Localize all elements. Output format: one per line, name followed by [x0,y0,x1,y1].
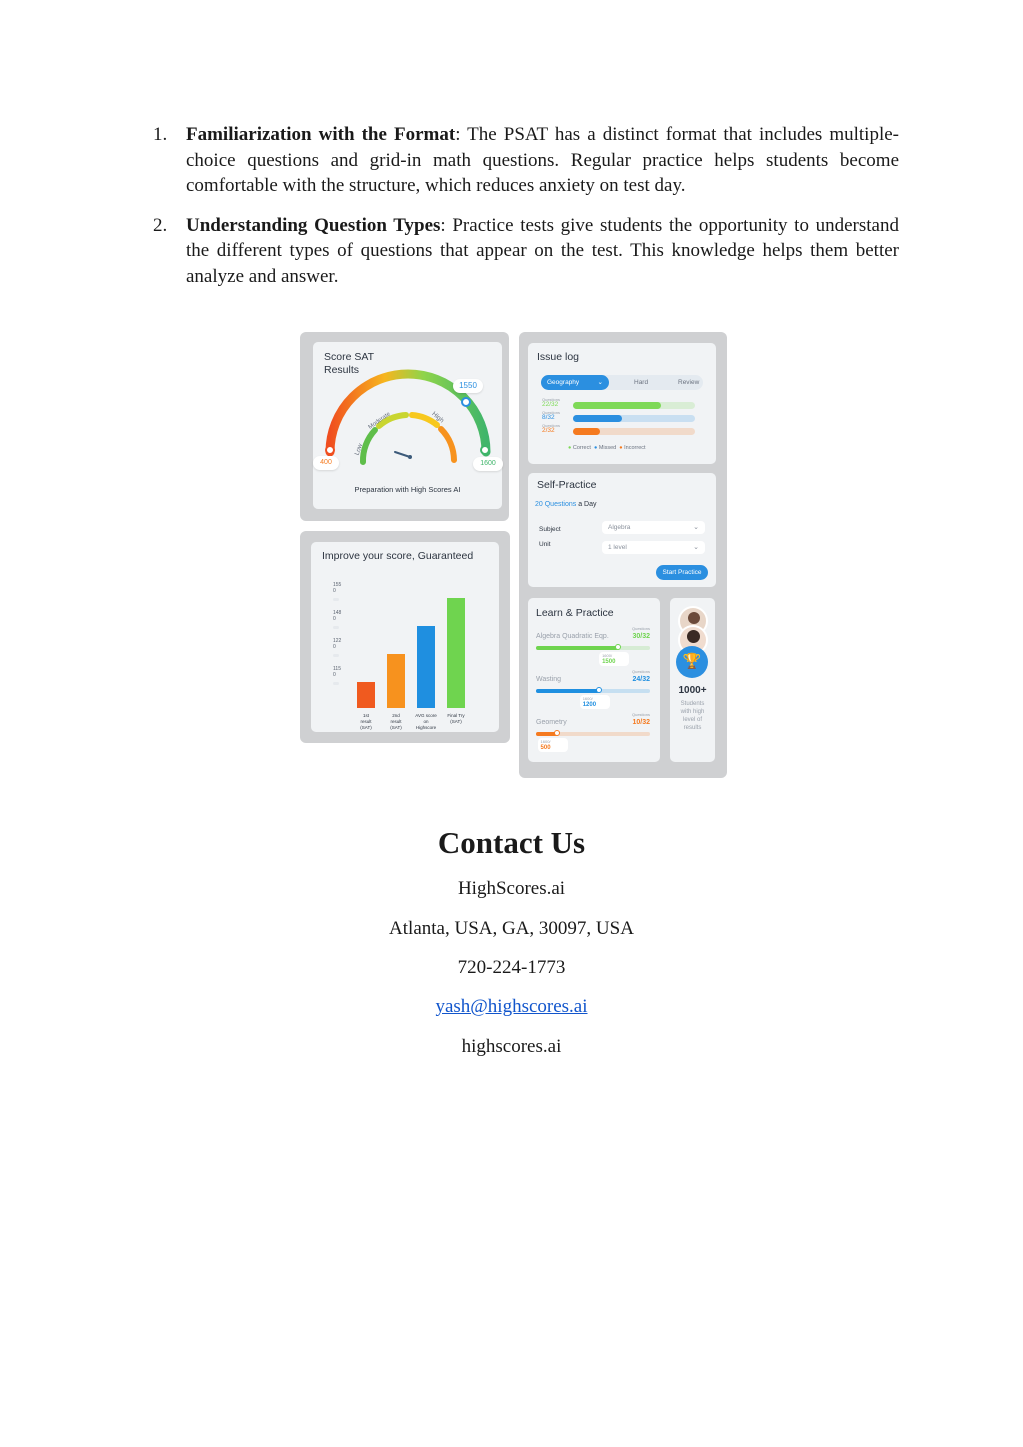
contact-title: Contact Us [437,825,586,860]
tooltip-score: 500 [540,745,551,751]
topic-name: Geometry [536,719,567,726]
contact-address: Atlanta, USA, GA, 30097, USA [389,918,634,939]
issue-bar-track [573,402,695,409]
tooltip-max: 1600/ [540,739,551,744]
questions-label: Questions [542,397,561,402]
list-item [153,122,899,199]
issue-tabs [541,375,703,390]
legend-dot-icon: ● [593,445,598,451]
start-practice-button[interactable]: Start Practice [656,565,708,580]
questions-label: Questions [631,669,650,674]
self-practice-card [528,473,716,587]
contact-email-link[interactable]: yash@highscores.ai [435,996,588,1017]
topic-name: Wasting [536,676,562,683]
y-tick-mark [333,598,339,601]
list-number: 1. [153,124,168,145]
gauge-high-label: High [430,410,446,425]
score-title: Score SAT Results [324,351,374,376]
improve-panel [300,531,510,743]
issue-log-card [528,343,716,464]
legend-dot-icon: ● [568,445,572,451]
y-tick-label: 115 0 [333,666,341,678]
list-text: : The PSAT has a distinct format that includes multiple-choice questions and grid-in math questions. Regular practice helps students become comfortable with the structure, which reduces anxiety on test day. [186,124,900,196]
list-number: 2. [153,214,168,236]
tab-geography[interactable]: Geography ⌄ [541,375,609,390]
legend-dot-icon: ● [619,445,623,451]
students-caption: Students with high level of results [680,701,705,731]
tooltip-score: 1200 [582,702,597,708]
chevron-down-icon: ⌄ [597,379,603,386]
score-tooltip [599,652,629,666]
issue-bar-track [573,415,695,422]
benefits-list [153,122,899,303]
bar-label: 2nd result (SAT) [390,713,402,730]
score-value-badge: 1550 [453,379,483,393]
students-count: 1000+ [678,685,707,696]
questions-label: Questions [631,712,650,717]
self-practice-subtitle: 20 Questions a Day [535,501,597,508]
score-panel [300,332,509,521]
chart-bar [417,626,435,708]
contact-company: HighScores.ai [457,878,566,899]
progress-fill [536,646,618,650]
tooltip-score: 1500 [602,659,616,665]
issue-bar-track [573,428,695,435]
trophy-icon: 🏆 [676,646,708,678]
issue-count: 22/32 [542,401,559,408]
issue-count: 8/32 [542,414,555,421]
progress-marker[interactable] [596,687,602,693]
gauge-low-label: Low [353,442,365,457]
contact-website: highscores.ai [461,1036,562,1057]
y-tick-mark [333,626,339,629]
list-item [153,213,899,290]
score-tooltip [580,695,610,709]
issue-count: 2/32 [542,427,555,434]
app-infographic [300,332,727,778]
learn-practice-title: Learn & Practice [536,607,614,619]
issue-legend: ● Correct ● Missed ● Incorrect [568,445,646,451]
tab-review[interactable]: Review [678,379,700,386]
topic-count: 30/32 [632,633,650,640]
unit-label: Unit [539,541,551,548]
tooltip-max: 1600/ [582,696,593,701]
improve-card [311,542,499,732]
y-tick-mark [333,682,339,685]
issue-bar-fill [573,428,600,435]
y-tick-label: 148 0 [333,610,342,622]
contact-phone: 720-224-1773 [457,957,566,978]
subject-select[interactable]: Algebra ⌄ [602,521,705,534]
topic-name: Algebra Quadratic Eqp. [536,633,609,640]
bar-label: AVG score on Highscore [415,713,437,730]
questions-label: Questions [542,410,561,415]
questions-label: Questions [542,423,561,428]
list-text: : Practice tests give students the opportunity to understand the different types of questions that appear on the test. This knowledge helps them better analyze and answer. [186,214,899,287]
self-practice-title: Self-Practice [537,479,597,491]
score-tooltip [538,738,568,752]
students-card [670,598,715,762]
chevron-down-icon: ⌄ [693,524,699,531]
issue-log-title: Issue log [537,351,580,363]
improve-title: Improve your score, Guaranteed [322,550,474,562]
y-tick-label: 155 0 [333,582,342,594]
right-panel [519,332,727,778]
chevron-down-icon: ⌄ [693,544,699,551]
improve-chart [311,542,499,732]
bar-label: Final Try (SAT) [447,713,465,724]
chart-bar [357,682,375,708]
score-max-badge: 1600 [473,457,503,471]
gauge-moderate-label: Moderate [367,411,392,431]
chart-bar [387,654,405,708]
contact-email-row [0,996,1023,1018]
issue-bar-fill [573,415,622,422]
progress-marker[interactable] [554,730,560,736]
bar-label: 1st result (SAT) [360,713,372,730]
topic-count: 10/32 [632,719,650,726]
questions-label: Questions [631,626,650,631]
progress-fill [536,689,599,693]
score-footer: Preparation with High Scores AI [354,485,461,494]
learn-practice-card [528,598,660,762]
unit-select[interactable]: 1 level ⌄ [602,541,705,554]
subject-label: Subject [539,526,561,533]
progress-track [536,646,650,650]
y-tick-mark [333,654,339,657]
score-card [313,342,502,509]
chart-bar [447,598,465,708]
tooltip-max: 1600/ [602,653,613,658]
score-gauge [313,342,502,509]
score-min-badge: 400 [313,456,339,470]
tab-hard[interactable]: Hard [634,379,649,386]
issue-bar-fill [573,402,661,409]
list-term: Familiarization with the Format [186,124,456,145]
topic-count: 24/32 [632,676,650,683]
list-term: Understanding Question Types [186,214,441,236]
y-tick-label: 122 0 [333,638,342,650]
progress-track [536,689,650,693]
